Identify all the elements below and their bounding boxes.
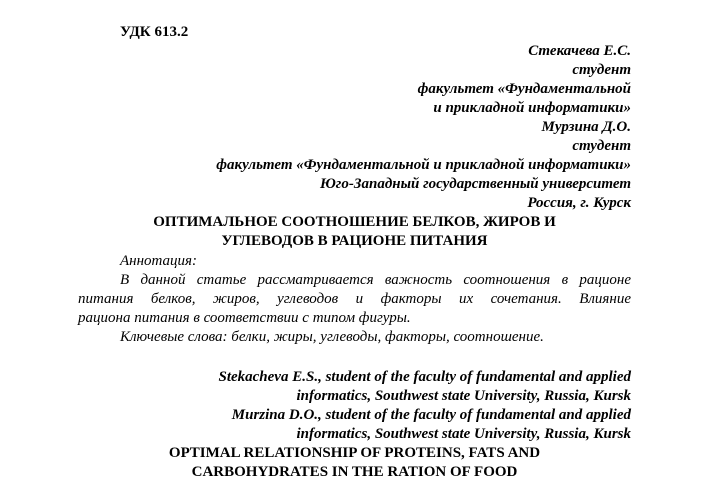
title-ru-line-2: УГЛЕВОДОВ В РАЦИОНЕ ПИТАНИЯ — [221, 233, 488, 249]
abstract-line-2: питания белков, жиров, углеводов и факторы их сочетания. Влияние — [78, 291, 631, 307]
title-en-line-1: OPTIMAL RELATIONSHIP OF PROTEINS, FATS AND — [168, 445, 541, 461]
author-ru-location: Россия, г. Курск — [527, 195, 631, 211]
title-ru-line-1: ОПТИМАЛЬНОЕ СООТНОШЕНИЕ БЕЛКОВ, ЖИРОВ И — [153, 214, 556, 230]
author-en-2-line-1: Murzina D.O., student of the faculty of fundamental and applied — [231, 407, 631, 423]
author-ru-1-faculty-line-2: и прикладной информатики» — [433, 100, 631, 116]
author-ru-1-role: студент — [572, 62, 631, 78]
author-en-1-line-2: informatics, Southwest state University, Russia, Kursk — [296, 388, 631, 404]
abstract-line-3: рациона питания в соответствии с типом фигуры. — [78, 310, 411, 326]
author-ru-2-faculty: факультет «Фундаментальной и прикладной информатики» — [216, 157, 631, 173]
abstract-label: Аннотация: — [120, 253, 198, 269]
author-ru-1-faculty-line-1: факультет «Фундаментальной — [417, 81, 631, 97]
title-en-line-2: CARBOHYDRATES IN THE RATION OF FOOD — [191, 464, 518, 480]
abstract-line-1: В данной статье рассматривается важность соотношения в рационе — [120, 272, 631, 288]
author-ru-2-name: Мурзина Д.О. — [541, 119, 631, 135]
author-ru-2-role: студент — [572, 138, 631, 154]
author-ru-university: Юго-Западный государственный университет — [319, 176, 631, 192]
udk-code: УДК 613.2 — [120, 24, 189, 40]
keywords-ru: Ключевые слова: белки, жиры, углеводы, факторы, соотношение. — [120, 329, 544, 345]
author-en-1-line-1: Stekacheva E.S., student of the faculty of fundamental and applied — [218, 369, 631, 385]
author-ru-1-name: Стекачева Е.С. — [528, 43, 631, 59]
author-en-2-line-2: informatics, Southwest state University, Russia, Kursk — [296, 426, 631, 442]
